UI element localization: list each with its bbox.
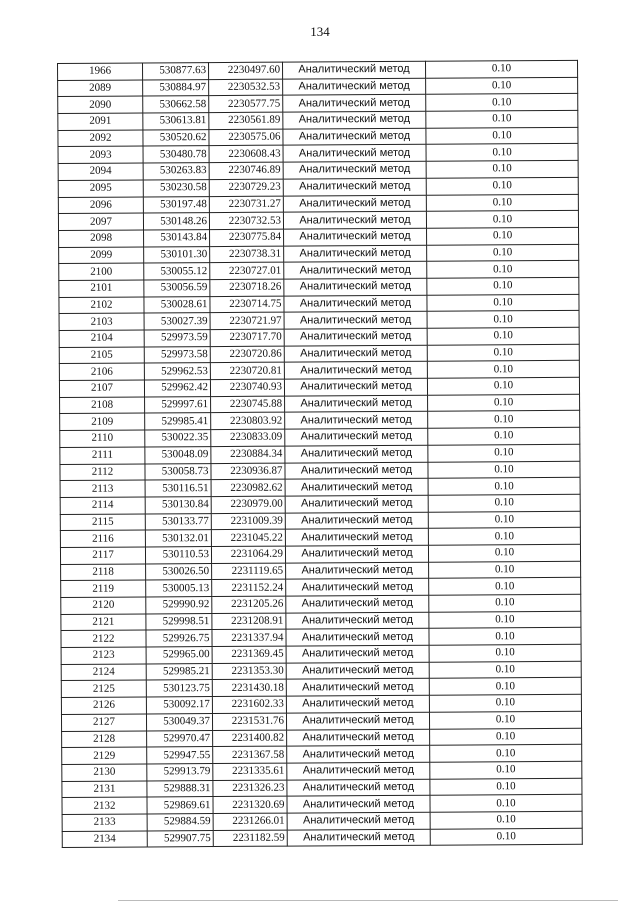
method-cell: Аналитический метод [285, 478, 428, 496]
method-cell: Аналитический метод [287, 795, 430, 813]
x-coordinate-cell: 530613.81 [143, 113, 209, 130]
accuracy-cell: 0.10 [430, 828, 582, 846]
point-number-cell: 2119 [61, 580, 146, 597]
method-cell: Аналитический метод [285, 462, 428, 480]
point-number-cell: 2097 [58, 213, 143, 230]
y-coordinate-cell: 2230721.97 [210, 312, 284, 329]
method-cell: Аналитический метод [283, 145, 426, 163]
x-coordinate-cell: 530092.17 [146, 697, 212, 714]
point-number-cell: 2099 [59, 247, 144, 264]
x-coordinate-cell: 529962.53 [144, 363, 210, 380]
accuracy-cell: 0.10 [430, 795, 582, 813]
point-number-cell: 2114 [60, 497, 145, 514]
accuracy-cell: 0.10 [429, 594, 581, 612]
y-coordinate-cell: 2230775.84 [210, 229, 284, 246]
accuracy-cell: 0.10 [429, 711, 581, 729]
y-coordinate-cell: 2231430.18 [212, 680, 286, 697]
y-coordinate-cell: 2230936.87 [211, 463, 285, 480]
y-coordinate-cell: 2230561.89 [209, 112, 283, 129]
point-number-cell: 2116 [60, 530, 145, 547]
accuracy-cell: 0.10 [429, 694, 581, 712]
x-coordinate-cell: 530005.13 [146, 580, 212, 597]
point-number-cell: 2091 [58, 113, 143, 130]
accuracy-cell: 0.10 [426, 194, 578, 212]
x-coordinate-cell: 530130.84 [145, 496, 211, 513]
y-coordinate-cell: 2231182.59 [213, 830, 287, 847]
point-number-cell: 2127 [61, 714, 146, 731]
point-number-cell: 2113 [60, 480, 145, 497]
x-coordinate-cell: 529888.31 [147, 780, 213, 797]
y-coordinate-cell: 2230608.43 [209, 146, 283, 163]
accuracy-cell: 0.10 [426, 94, 578, 112]
y-coordinate-cell: 2231326.23 [213, 780, 287, 797]
point-number-cell: 2111 [60, 447, 145, 464]
point-number-cell: 2101 [59, 280, 144, 297]
x-coordinate-cell: 530662.58 [143, 96, 209, 113]
method-cell: Аналитический метод [287, 729, 430, 747]
accuracy-cell: 0.10 [427, 311, 579, 329]
accuracy-cell: 0.10 [428, 478, 580, 496]
method-cell: Аналитический метод [286, 562, 429, 580]
accuracy-cell: 0.10 [426, 160, 578, 178]
point-number-cell: 2100 [59, 263, 144, 280]
method-cell: Аналитический метод [285, 428, 428, 446]
x-coordinate-cell: 530148.26 [143, 213, 209, 230]
x-coordinate-cell: 529985.41 [145, 413, 211, 430]
accuracy-cell: 0.10 [430, 761, 582, 779]
point-number-cell: 2093 [58, 146, 143, 163]
table-row [62, 828, 582, 848]
y-coordinate-cell: 2231205.26 [212, 596, 286, 613]
accuracy-cell: 0.10 [426, 144, 578, 162]
accuracy-cell: 0.10 [428, 511, 580, 529]
point-number-cell: 2129 [62, 747, 147, 764]
point-number-cell: 2110 [60, 430, 145, 447]
y-coordinate-cell: 2230714.75 [210, 296, 284, 313]
method-cell: Аналитический метод [286, 579, 429, 597]
y-coordinate-cell: 2231064.29 [211, 546, 285, 563]
x-coordinate-cell: 530230.58 [143, 179, 209, 196]
x-coordinate-cell: 529965.00 [146, 647, 212, 664]
y-coordinate-cell: 2230731.27 [209, 196, 283, 213]
method-cell: Аналитический метод [284, 261, 427, 279]
method-cell: Аналитический метод [283, 211, 426, 229]
point-number-cell: 2109 [60, 413, 145, 430]
x-coordinate-cell: 530520.62 [143, 129, 209, 146]
x-coordinate-cell: 530048.09 [145, 446, 211, 463]
method-cell: Аналитический метод [282, 61, 425, 79]
x-coordinate-cell: 530884.97 [143, 79, 209, 96]
method-cell: Аналитический метод [286, 629, 429, 647]
accuracy-cell: 0.10 [427, 294, 579, 312]
point-number-cell: 2095 [58, 180, 143, 197]
method-cell: Аналитический метод [283, 111, 426, 129]
method-cell: Аналитический метод [285, 528, 428, 546]
y-coordinate-cell: 2231353.30 [212, 663, 286, 680]
x-coordinate-cell: 529926.75 [146, 630, 212, 647]
method-cell: Аналитический метод [285, 545, 428, 563]
y-coordinate-cell: 2230738.31 [210, 246, 284, 263]
point-number-cell: 2125 [61, 680, 146, 697]
point-number-cell: 2122 [61, 630, 146, 647]
point-number-cell: 2128 [62, 730, 147, 747]
accuracy-cell: 0.10 [426, 177, 578, 195]
x-coordinate-cell: 529973.58 [144, 346, 210, 363]
point-number-cell: 2094 [58, 163, 143, 180]
method-cell: Аналитический метод [283, 178, 426, 196]
point-number-cell: 2098 [59, 230, 144, 247]
point-number-cell: 2131 [62, 781, 147, 798]
point-number-cell: 2118 [61, 564, 146, 581]
method-cell: Аналитический метод [286, 595, 429, 613]
method-cell: Аналитический метод [283, 195, 426, 213]
y-coordinate-cell: 2231119.65 [212, 563, 286, 580]
point-number-cell: 2096 [58, 196, 143, 213]
accuracy-cell: 0.10 [429, 628, 581, 646]
x-coordinate-cell: 530049.37 [146, 713, 212, 730]
accuracy-cell: 0.10 [430, 778, 582, 796]
y-coordinate-cell: 2230884.34 [211, 446, 285, 463]
method-cell: Аналитический метод [285, 495, 428, 513]
point-number-cell: 2124 [61, 664, 146, 681]
method-cell: Аналитический метод [284, 278, 427, 296]
accuracy-cell: 0.10 [427, 277, 579, 295]
x-coordinate-cell: 530263.83 [143, 163, 209, 180]
x-coordinate-cell: 529970.47 [147, 730, 213, 747]
method-cell: Аналитический метод [284, 362, 427, 380]
method-cell: Аналитический метод [287, 745, 430, 763]
method-cell: Аналитический метод [285, 512, 428, 530]
accuracy-cell: 0.10 [426, 127, 578, 145]
y-coordinate-cell: 2231009.39 [211, 513, 285, 530]
method-cell: Аналитический метод [284, 328, 427, 346]
point-number-cell: 2120 [61, 597, 146, 614]
y-coordinate-cell: 2231266.01 [213, 813, 287, 830]
page-bottom-edge [118, 900, 618, 901]
point-number-cell: 2117 [60, 547, 145, 564]
x-coordinate-cell: 530058.73 [145, 463, 211, 480]
y-coordinate-cell: 2231602.33 [212, 696, 286, 713]
method-cell: Аналитический метод [286, 662, 429, 680]
x-coordinate-cell: 530022.35 [145, 430, 211, 447]
method-cell: Аналитический метод [283, 128, 426, 146]
point-number-cell: 2107 [59, 380, 144, 397]
coordinates-table-body [58, 60, 583, 847]
point-number-cell: 2112 [60, 463, 145, 480]
method-cell: Аналитический метод [287, 829, 430, 847]
y-coordinate-cell: 2231337.94 [212, 629, 286, 646]
point-number-cell: 2134 [62, 831, 147, 848]
accuracy-cell: 0.10 [427, 244, 579, 262]
accuracy-cell: 0.10 [429, 644, 581, 662]
method-cell: Аналитический метод [287, 779, 430, 797]
x-coordinate-cell: 530877.63 [143, 63, 209, 80]
x-coordinate-cell: 529913.79 [147, 763, 213, 780]
y-coordinate-cell: 2231400.82 [213, 730, 287, 747]
y-coordinate-cell: 2230745.88 [211, 396, 285, 413]
y-coordinate-cell: 2230979.00 [211, 496, 285, 513]
y-coordinate-cell: 2230727.01 [210, 262, 284, 279]
y-coordinate-cell: 2231335.61 [213, 763, 287, 780]
y-coordinate-cell: 2230833.09 [211, 429, 285, 446]
accuracy-cell: 0.10 [429, 661, 581, 679]
accuracy-cell: 0.10 [427, 377, 579, 395]
accuracy-cell: 0.10 [426, 110, 578, 128]
x-coordinate-cell: 530055.12 [144, 263, 210, 280]
point-number-cell: 2090 [58, 96, 143, 113]
method-cell: Аналитический метод [286, 612, 429, 630]
y-coordinate-cell: 2231367.58 [213, 746, 287, 763]
y-coordinate-cell: 2231369.45 [212, 646, 286, 663]
x-coordinate-cell: 530101.30 [144, 246, 210, 263]
point-number-cell: 2106 [59, 363, 144, 380]
y-coordinate-cell: 2230497.60 [209, 62, 283, 79]
y-coordinate-cell: 2230720.81 [210, 362, 284, 379]
x-coordinate-cell: 530056.59 [144, 280, 210, 297]
point-number-cell: 2104 [59, 330, 144, 347]
method-cell: Аналитический метод [284, 312, 427, 330]
x-coordinate-cell: 530116.51 [145, 480, 211, 497]
y-coordinate-cell: 2230577.75 [209, 95, 283, 112]
accuracy-cell: 0.10 [428, 461, 580, 479]
x-coordinate-cell: 530143.84 [144, 229, 210, 246]
y-coordinate-cell: 2230803.92 [211, 413, 285, 430]
point-number-cell: 2123 [61, 647, 146, 664]
method-cell: Аналитический метод [286, 679, 429, 697]
x-coordinate-cell: 529884.59 [147, 813, 213, 830]
y-coordinate-cell: 2230729.23 [209, 179, 283, 196]
x-coordinate-cell: 529973.59 [144, 330, 210, 347]
x-coordinate-cell: 530197.48 [143, 196, 209, 213]
x-coordinate-cell: 530133.77 [145, 513, 211, 530]
x-coordinate-cell: 529990.92 [146, 597, 212, 614]
y-coordinate-cell: 2230740.93 [210, 379, 284, 396]
method-cell: Аналитический метод [285, 445, 428, 463]
y-coordinate-cell: 2230720.86 [210, 346, 284, 363]
point-number-cell: 2121 [61, 614, 146, 631]
y-coordinate-cell: 2230575.06 [209, 129, 283, 146]
x-coordinate-cell: 529998.51 [146, 613, 212, 630]
x-coordinate-cell: 529985.21 [146, 663, 212, 680]
method-cell: Аналитический метод [287, 812, 430, 830]
y-coordinate-cell: 2231208.91 [212, 613, 286, 630]
accuracy-cell: 0.10 [428, 394, 580, 412]
method-cell: Аналитический метод [287, 762, 430, 780]
point-number-cell: 1966 [58, 63, 143, 80]
accuracy-cell: 0.10 [429, 561, 581, 579]
accuracy-cell: 0.10 [430, 811, 582, 829]
y-coordinate-cell: 2231045.22 [211, 529, 285, 546]
method-cell: Аналитический метод [284, 228, 427, 246]
method-cell: Аналитический метод [284, 378, 427, 396]
accuracy-cell: 0.10 [428, 411, 580, 429]
y-coordinate-cell: 2230718.26 [210, 279, 284, 296]
y-coordinate-cell: 2230746.89 [209, 162, 283, 179]
accuracy-cell: 0.10 [429, 611, 581, 629]
x-coordinate-cell: 530027.39 [144, 313, 210, 330]
point-number-cell: 2092 [58, 130, 143, 147]
y-coordinate-cell: 2230982.62 [211, 479, 285, 496]
point-number-cell: 2132 [62, 797, 147, 814]
accuracy-cell: 0.10 [428, 427, 580, 445]
method-cell: Аналитический метод [285, 395, 428, 413]
point-number-cell: 2130 [62, 764, 147, 781]
method-cell: Аналитический метод [286, 645, 429, 663]
coordinates-table [57, 60, 583, 848]
x-coordinate-cell: 530026.50 [146, 563, 212, 580]
method-cell: Аналитический метод [283, 95, 426, 113]
accuracy-cell: 0.10 [426, 77, 578, 95]
method-cell: Аналитический метод [283, 161, 426, 179]
point-number-cell: 2115 [60, 514, 145, 531]
accuracy-cell: 0.10 [426, 211, 578, 229]
accuracy-cell: 0.10 [428, 544, 580, 562]
y-coordinate-cell: 2231320.69 [213, 796, 287, 813]
accuracy-cell: 0.10 [427, 327, 579, 345]
page-number: 134 [310, 24, 330, 39]
point-number-cell: 2126 [61, 697, 146, 714]
accuracy-cell: 0.10 [429, 678, 581, 696]
accuracy-cell: 0.10 [427, 344, 579, 362]
accuracy-cell: 0.10 [427, 227, 579, 245]
method-cell: Аналитический метод [284, 345, 427, 363]
x-coordinate-cell: 529997.61 [145, 396, 211, 413]
accuracy-cell: 0.10 [430, 728, 582, 746]
accuracy-cell: 0.10 [428, 528, 580, 546]
y-coordinate-cell: 2231531.76 [212, 713, 286, 730]
x-coordinate-cell: 529962.42 [144, 380, 210, 397]
method-cell: Аналитический метод [284, 245, 427, 263]
point-number-cell: 2089 [58, 80, 143, 97]
method-cell: Аналитический метод [286, 695, 429, 713]
accuracy-cell: 0.10 [427, 361, 579, 379]
accuracy-cell: 0.10 [430, 744, 582, 762]
method-cell: Аналитический метод [285, 412, 428, 430]
method-cell: Аналитический метод [284, 295, 427, 313]
y-coordinate-cell: 2230732.53 [209, 212, 283, 229]
x-coordinate-cell: 530110.53 [145, 547, 211, 564]
method-cell: Аналитический метод [286, 712, 429, 730]
point-number-cell: 2105 [59, 347, 144, 364]
accuracy-cell: 0.10 [427, 261, 579, 279]
x-coordinate-cell: 529907.75 [147, 830, 213, 847]
point-number-cell: 2108 [60, 397, 145, 414]
y-coordinate-cell: 2230532.53 [209, 79, 283, 96]
y-coordinate-cell: 2231152.24 [212, 579, 286, 596]
x-coordinate-cell: 529947.55 [147, 747, 213, 764]
accuracy-cell: 0.10 [425, 60, 577, 78]
point-number-cell: 2103 [59, 313, 144, 330]
accuracy-cell: 0.10 [428, 444, 580, 462]
method-cell: Аналитический метод [283, 78, 426, 96]
accuracy-cell: 0.10 [428, 494, 580, 512]
y-coordinate-cell: 2230717.70 [210, 329, 284, 346]
accuracy-cell: 0.10 [429, 578, 581, 596]
x-coordinate-cell: 530132.01 [145, 530, 211, 547]
x-coordinate-cell: 530480.78 [143, 146, 209, 163]
x-coordinate-cell: 530123.75 [146, 680, 212, 697]
point-number-cell: 2133 [62, 814, 147, 831]
x-coordinate-cell: 530028.61 [144, 296, 210, 313]
x-coordinate-cell: 529869.61 [147, 797, 213, 814]
point-number-cell: 2102 [59, 297, 144, 314]
